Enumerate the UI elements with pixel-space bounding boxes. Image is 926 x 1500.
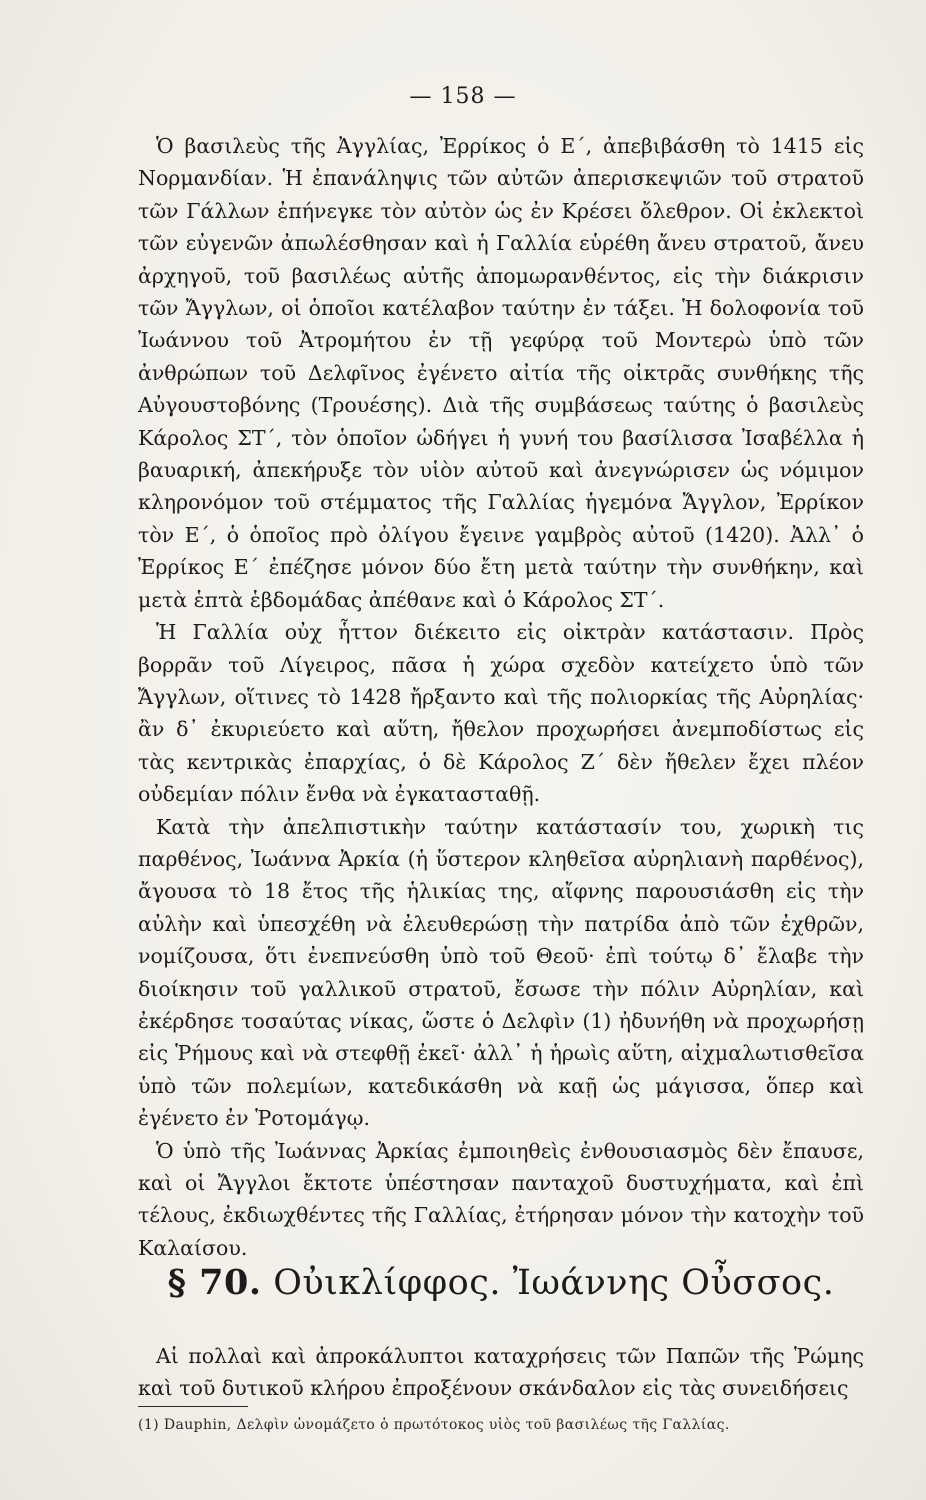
section-title: Οὐικλίφφος. Ἰωάννης Οὖσσος.	[273, 1263, 835, 1303]
paragraph: Ὁ ὑπὸ τῆς Ἰωάννας Ἀρκίας ἐμποιηθεὶς ἐνθουσιασμὸς δὲν ἔπαυσε, καὶ οἱ Ἄγγλοι ἔκτοτε ὑπέστησαν πανταχοῦ δυστυχήματα, καὶ ἐπὶ τέλους, ἐκδιωχθέντες τῆς Γαλλίας, ἐτήρησαν μόνον τὴν κατοχὴν τοῦ Καλαίσου.	[138, 1138, 864, 1260]
paragraph: Κατὰ τὴν ἀπελπιστικὴν ταύτην κατάστασίν του, χωρικὴ τις παρθένος, Ἰωάννα Ἀρκία (ἡ ὕστερον κληθεῖσα αὐρηλιανὴ παρθένος), ἄγουσα τὸ 18 ἔτος τῆς ἡλικίας της, αἴφνης παρουσιάσθη εἰς τὴν αὐλὴν καὶ ὑπεσχέθη νὰ ἐλευθερώσῃ τὴν πατρίδα ἀπὸ τῶν ἐχθρῶν, νομίζουσα, ὅτι ἐνεπνεύσθη ὑπὸ τοῦ Θεοῦ· ἐπὶ τούτῳ δ᾽ ἔλαβε τὴν διοίκησιν τοῦ γαλλικοῦ στρατοῦ, ἔσωσε τὴν πόλιν Αὐρηλίαν, καὶ ἐκέρδησε τοσαύτας νίκας, ὥστε ὁ Δελφὶν (1) ἠδυνήθη νὰ προχωρήσῃ εἰς Ῥήμους καὶ νὰ στεφθῇ ἐκεῖ· ἀλλ᾽ ἡ ἡρωὶς αὕτη, αἰχμαλωτισθεῖσα ὑπὸ τῶν πολεμίων, κατεδικάσθη νὰ καῇ ὡς μάγισσα, ὅπερ καὶ ἐγένετο ἐν Ῥοτομάγῳ.	[138, 814, 864, 1131]
footnote: (1) Dauphin, Δελφὶν ὠνομάζετο ὁ πρωτότοκος υἱὸς τοῦ βασιλέως τῆς Γαλλίας.	[138, 1417, 730, 1433]
section-number: § 70.	[167, 1262, 262, 1303]
body-text	[138, 130, 864, 1264]
paragraph: Αἱ πολλαὶ καὶ ἀπροκάλυπτοι καταχρήσεις τῶν Παπῶν τῆς Ῥώμης καὶ τοῦ δυτικοῦ κλήρου ἐπροξένουν σκάνδαλον εἰς τὰς συνειδήσεις	[138, 1344, 864, 1401]
paragraph: Ὁ βασιλεὺς τῆς Ἀγγλίας, Ἐρρίκος ὁ Ε΄, ἀπεβιβάσθη τὸ 1415 εἰς Νορμανδίαν. Ἡ ἐπανάληψις τῶν αὐτῶν ἀπερισκεψιῶν τοῦ στρατοῦ τῶν Γάλλων ἐπήνεγκε τὸν αὐτὸν ὡς ἐν Κρέσει ὄλεθρον. Οἱ ἐκλεκτοὶ τῶν εὐγενῶν ἀπωλέσθησαν καὶ ἡ Γαλλία εὑρέθη ἄνευ στρατοῦ, ἄνευ ἀρχηγοῦ, τοῦ βασιλέως αὐτῆς ἀπομωρανθέντος, εἰς τὴν διάκρισιν τῶν Ἄγγλων, οἱ ὁποῖοι κατέλαβον ταύτην ἐν τάξει. Ἡ δολοφονία τοῦ Ἰωάννου τοῦ Ἀτρομήτου ἐν τῇ γεφύρᾳ τοῦ Μοντερὼ ὑπὸ τῶν ἀνθρώπων τοῦ Δελφῖνος ἐγένετο αἰτία τῆς οἰκτρᾶς συνθήκης τῆς Αὐγουστοβόνης (Τρουέσης). Διὰ τῆς συμβάσεως ταύτης ὁ βασιλεὺς Κάρολος ΣΤ΄, τὸν ὁποῖον ὡδήγει ἡ γυνή του βασίλισσα Ἰσαβέλλα ἡ βαυαρική, ἀπεκήρυξε τὸν υἱὸν αὐτοῦ καὶ ἀνεγνώρισεν ὡς νόμιμον κληρονόμον τοῦ στέμματος τῆς Γαλλίας ἡγεμόνα Ἄγγλον, Ἐρρίκον τὸν Ε΄, ὁ ὁποῖος πρὸ ὀλίγου ἔγεινε γαμβρὸς αὐτοῦ (1420). Ἀλλ᾽ ὁ Ἐρρίκος Ε΄ ἐπέζησε μόνον δύο ἔτη μετὰ ταύτην τὴν συνθήκην, καὶ μετὰ ἑπτὰ ἑβδομάδας ἀπέθανε καὶ ὁ Κάρολος ΣΤ΄.	[138, 134, 864, 612]
page-number: — 158 —	[409, 84, 517, 109]
section-body-text	[138, 1340, 864, 1405]
section-heading	[138, 1258, 864, 1308]
paragraph: Ἡ Γαλλία οὐχ ἧττον διέκειτο εἰς οἰκτρὰν κατάστασιν. Πρὸς βορρᾶν τοῦ Λίγειρος, πᾶσα ἡ χώρα σχεδὸν κατείχετο ὑπὸ τῶν Ἄγγλων, οἵτινες τὸ 1428 ἤρξαντο καὶ τῆς πολιορκίας τῆς Αὐρηλίας· ἂν δ᾽ ἐκυριεύετο καὶ αὕτη, ἤθελον προχωρήσει ἀνεμποδίστως εἰς τὰς κεντρικὰς ἐπαρχίας, ὁ δὲ Κάρολος Ζ΄ δὲν ἤθελεν ἔχει πλέον οὐδεμίαν πόλιν ἔνθα νὰ ἐγκατασταθῇ.	[138, 620, 864, 807]
footnote-divider	[138, 1406, 248, 1407]
